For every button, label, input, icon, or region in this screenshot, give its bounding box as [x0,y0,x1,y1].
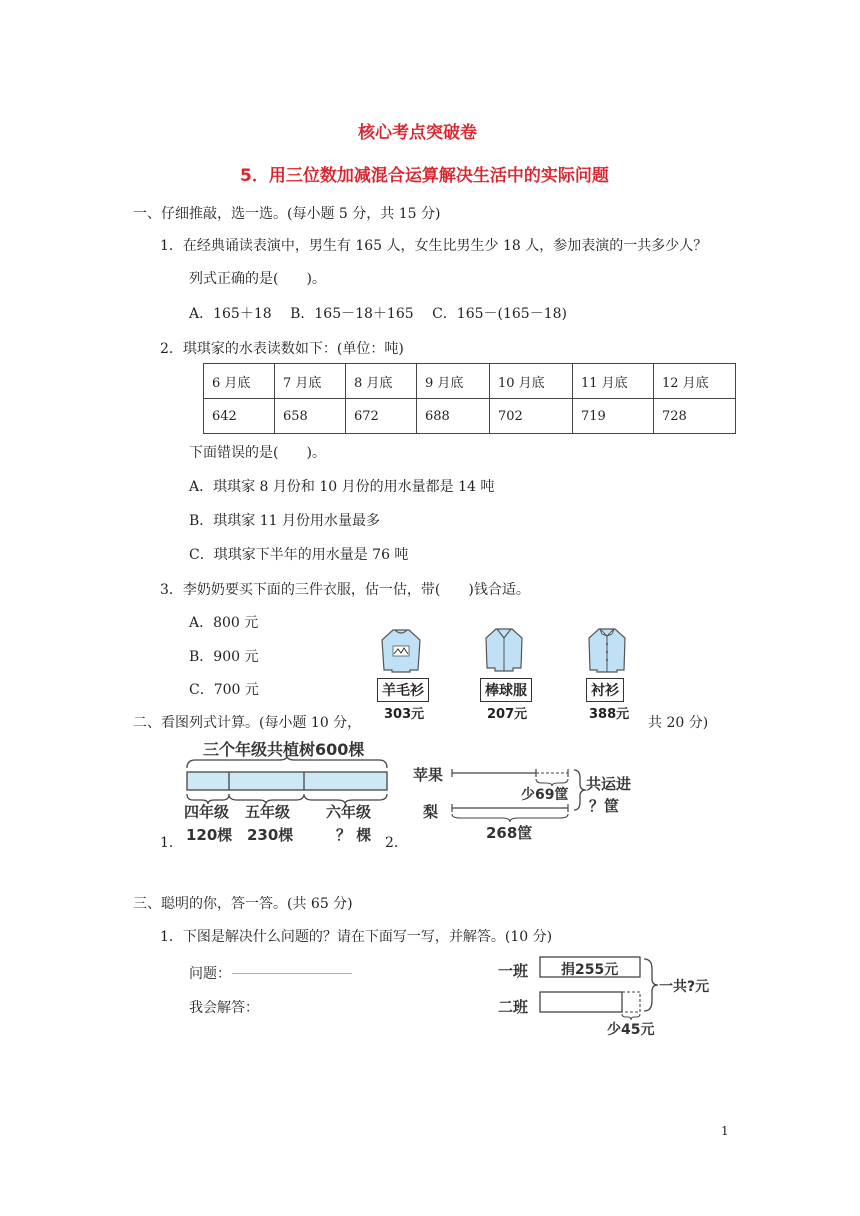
q3-option-c: C．700 元 [189,682,259,698]
d1-label-grade5: 五年级 [245,803,291,821]
q3-option-a: A．800 元 [189,615,259,631]
less-label: 少45元 [607,1022,655,1038]
q1-text2: 列式正确的是( )。 [189,271,326,287]
q2-option-c: C．琪琪家下半年的用水量是 76 吨 [189,547,409,563]
table-cell: 688 [417,399,490,434]
table-header-cell: 10 月底 [490,364,573,399]
d2-pear-total: 268筐 [486,824,533,842]
section1-heading: 一、仔细推敲，选一选。(每小题 5 分，共 15 分) [133,206,441,222]
d1-label-grade6: 六年级 [326,803,372,821]
section2-heading-end: 共 20 分) [648,715,709,731]
d2-pear-label: 梨 [423,803,439,821]
d2-apple-label: 苹果 [413,766,444,784]
clothing-label-baseball-jacket: 棒球服 [480,678,532,702]
table-header-cell: 8 月底 [346,364,417,399]
clothing-label-shirt: 衬衫 [586,678,624,702]
d1-number: 1． [160,835,183,851]
page-number: 1 [721,1124,729,1138]
d2-line-diagram [450,764,590,824]
d2-less-label: 少69筐 [521,787,569,803]
q2-option-a: A．琪琪家 8 月份和 10 月份的用水量都是 14 吨 [189,479,495,495]
d2-number: 2． [385,835,408,851]
d2-total-unknown: ？筐 [589,797,620,815]
q1-options: A．165＋18 B．165－18＋165 C．165－(165－18) [189,306,567,322]
table-header-cell: 6 月底 [204,364,275,399]
table-cell: 702 [490,399,573,434]
d1-bar-diagram [185,756,390,806]
table-row [204,399,736,434]
table-header-cell: 9 月底 [417,364,490,399]
table-header-cell: 11 月底 [573,364,654,399]
table-row [204,364,736,399]
donate-label: 捐255元 [561,962,619,978]
shirt-icon [586,626,628,674]
class1-label: 一班 [498,962,529,980]
d2-total-label: 共运进 [586,775,632,793]
page-subtitle: 5．用三位数加减混合运算解决生活中的实际问题 [240,166,609,186]
section2-heading: 二、看图列式计算。(每小题 10 分， [133,715,362,731]
s3-q1-text: 1．下图是解决什么问题的？请在下面写一写，并解答。(10 分) [160,929,553,945]
table-cell: 642 [204,399,275,434]
page-title: 核心考点突破卷 [358,123,477,143]
sweater-icon [380,626,422,674]
class2-label: 二班 [498,998,529,1016]
question-label: 问题： [189,966,231,982]
q3-option-b: B．900 元 [189,649,259,665]
d1-label-grade4: 四年级 [184,803,230,821]
price-shirt: 388元 [589,707,630,722]
table-cell: 672 [346,399,417,434]
q2-option-b: B．琪琪家 11 月份用水量最多 [189,513,381,529]
total-label: 一共?元 [659,979,710,995]
d1-total-label: 三个年级共植树600棵 [203,740,365,759]
table-header-cell: 12 月底 [654,364,736,399]
table-cell: 719 [573,399,654,434]
d1-value-grade5: 230棵 [247,826,294,844]
baseball-jacket-icon [483,626,525,674]
table-cell: 728 [654,399,736,434]
d1-value-grade6: ？ 棵 [336,826,372,844]
price-sweater: 303元 [384,707,425,722]
table-cell: 658 [275,399,346,434]
q2-text: 2．琪琪家的水表读数如下：(单位：吨) [160,341,404,357]
table-header-cell: 7 月底 [275,364,346,399]
q1-text: 1．在经典诵读表演中，男生有 165 人，女生比男生少 18 人，参加表演的一共多少人？ [160,238,708,254]
q2-prompt: 下面错误的是( )。 [189,445,326,461]
question-blank[interactable]: ____________________ [232,960,352,974]
water-meter-table [203,363,736,434]
section3-heading: 三、聪明的你，答一答。(共 65 分) [133,896,353,912]
clothing-label-sweater: 羊毛衫 [377,678,429,702]
d1-value-grade4: 120棵 [186,826,233,844]
price-baseball-jacket: 207元 [487,707,528,722]
answer-label: 我会解答： [189,1000,259,1016]
q3-text: 3．李奶奶要买下面的三件衣服，估一估，带( )钱合适。 [160,582,530,598]
